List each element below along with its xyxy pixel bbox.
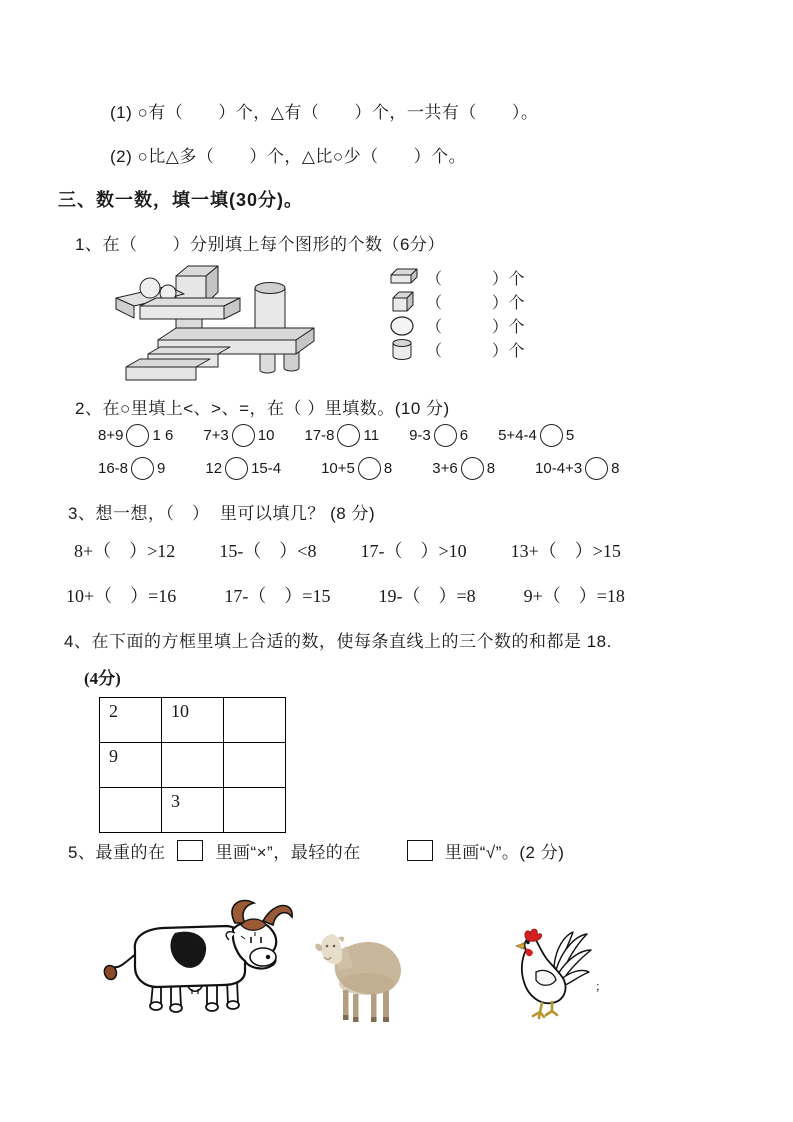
comparison-item: [304, 424, 379, 447]
comparison-item: [205, 457, 281, 480]
inequality-item: 8+（ ）>12: [74, 541, 176, 561]
equation-item: 9+（ ）=18: [523, 586, 625, 606]
comparison-item: [432, 457, 495, 480]
comparison-item: [498, 424, 574, 447]
grid-cell: 3: [162, 788, 224, 833]
expression-right: 8: [611, 460, 620, 477]
equation-item: 19-（ ）=8: [378, 586, 476, 606]
sheep-image: [315, 926, 407, 1024]
grid-cell: 9: [100, 743, 162, 788]
comparison-circle: [434, 424, 457, 447]
expression-right: 11: [363, 427, 380, 444]
q4-points: (4分): [84, 669, 121, 688]
stray-mark: ;: [596, 978, 600, 993]
q4-label: 4、在下面的方框里填上合适的数，使每条直线上的三个数的和都是 18.: [64, 632, 612, 651]
comparison-circle: [225, 457, 248, 480]
expression-right: 6: [459, 427, 469, 444]
q1-blank: （ ）个: [426, 342, 526, 360]
q1-answer-row: [388, 314, 525, 336]
expression-left: 12: [205, 460, 223, 477]
comparison-circle: [461, 457, 484, 480]
comparison-circle: [337, 424, 360, 447]
q5-line: [68, 838, 564, 863]
comparison-circle: [126, 424, 149, 447]
q1-blank: （ ）个: [426, 294, 526, 312]
q2-row-1: [98, 424, 574, 447]
expression-left: 8+9: [98, 427, 124, 444]
answer-box: [407, 840, 433, 861]
expression-right: 8: [383, 460, 393, 477]
comparison-item: [98, 457, 165, 480]
grid-cell: 2: [100, 698, 162, 743]
grid-cell: [224, 698, 286, 743]
grid-cell: [100, 788, 162, 833]
q1-label: 1、在（ ）分别填上每个图形的个数（6分）: [75, 235, 445, 254]
q1-answer-row: [388, 266, 525, 288]
comparison-circle: [585, 457, 608, 480]
magic-square-grid: [99, 697, 286, 833]
q1-answer-list: [388, 266, 525, 360]
expression-left: 3+6: [432, 460, 458, 477]
equation-item: 10+（ ）=16: [66, 586, 177, 606]
q1-blank: （ ）个: [426, 318, 526, 336]
expression-right: 9: [157, 460, 166, 477]
inequality-item: 13+（ ）>15: [510, 541, 621, 561]
grid-cell: [224, 743, 286, 788]
answer-box: [177, 840, 203, 861]
cylinder-icon: [388, 337, 420, 361]
expression-left: 9-3: [409, 427, 431, 444]
q2-label: 2、在○里填上<、>、=，在（ ）里填数。(10 分): [75, 399, 450, 418]
sphere-icon: [388, 313, 420, 337]
grid-cell: [162, 743, 224, 788]
expression-right: 5: [565, 427, 575, 444]
grid-cell: [224, 788, 286, 833]
q5-text-2: 里画“×”，最轻的在: [215, 843, 361, 862]
comparison-circle: [358, 457, 381, 480]
expression-right: 1 6: [152, 427, 174, 444]
expression-left: 5+4-4: [498, 427, 537, 444]
intro-line-1: (1) ○有（ ）个，△有（ ）个，一共有（ ）。: [110, 103, 539, 122]
cube-icon: [388, 289, 420, 313]
q3-label: 3、想一想，（ ） 里可以填几？ (8 分): [68, 504, 376, 523]
expression-left: 10+5: [321, 460, 355, 477]
intro-line-2: (2) ○比△多（ ）个，△比○少（ ）个。: [110, 147, 467, 166]
comparison-item: [409, 424, 468, 447]
q2-row-2: [98, 457, 620, 480]
comparison-item: [321, 457, 392, 480]
expression-right: 15-4: [251, 460, 282, 477]
comparison-item: [535, 457, 619, 480]
q1-blank: （ ）个: [426, 270, 526, 288]
q5-text-1: 5、最重的在: [68, 843, 166, 862]
comparison-circle: [540, 424, 563, 447]
q1-answer-row: [388, 338, 525, 360]
expression-left: 16-8: [98, 460, 129, 477]
expression-left: 7+3: [203, 427, 229, 444]
section-three-title: 三、数一数，填一填(30分)。: [58, 190, 304, 210]
cuboid-icon: [388, 265, 420, 289]
equation-item: 17-（ ）=15: [224, 586, 331, 606]
q3-row-1: [74, 537, 621, 563]
block-structure-image: [112, 252, 317, 382]
grid-cell: 10: [162, 698, 224, 743]
q3-row-2: [66, 582, 625, 608]
inequality-item: 17-（ ）>10: [360, 541, 467, 561]
q5-text-3: 里画“√”。(2 分): [444, 843, 565, 862]
comparison-item: [203, 424, 274, 447]
expression-left: 10-4+3: [535, 460, 583, 477]
comparison-item: [98, 424, 173, 447]
expression-left: 17-8: [304, 427, 335, 444]
expression-right: 8: [486, 460, 496, 477]
expression-right: 10: [257, 427, 275, 444]
inequality-item: 15-（ ）<8: [219, 541, 317, 561]
q1-answer-row: [388, 290, 525, 312]
comparison-circle: [131, 457, 154, 480]
rooster-image: [512, 928, 594, 1020]
comparison-circle: [232, 424, 255, 447]
cow-image: [95, 895, 295, 1013]
